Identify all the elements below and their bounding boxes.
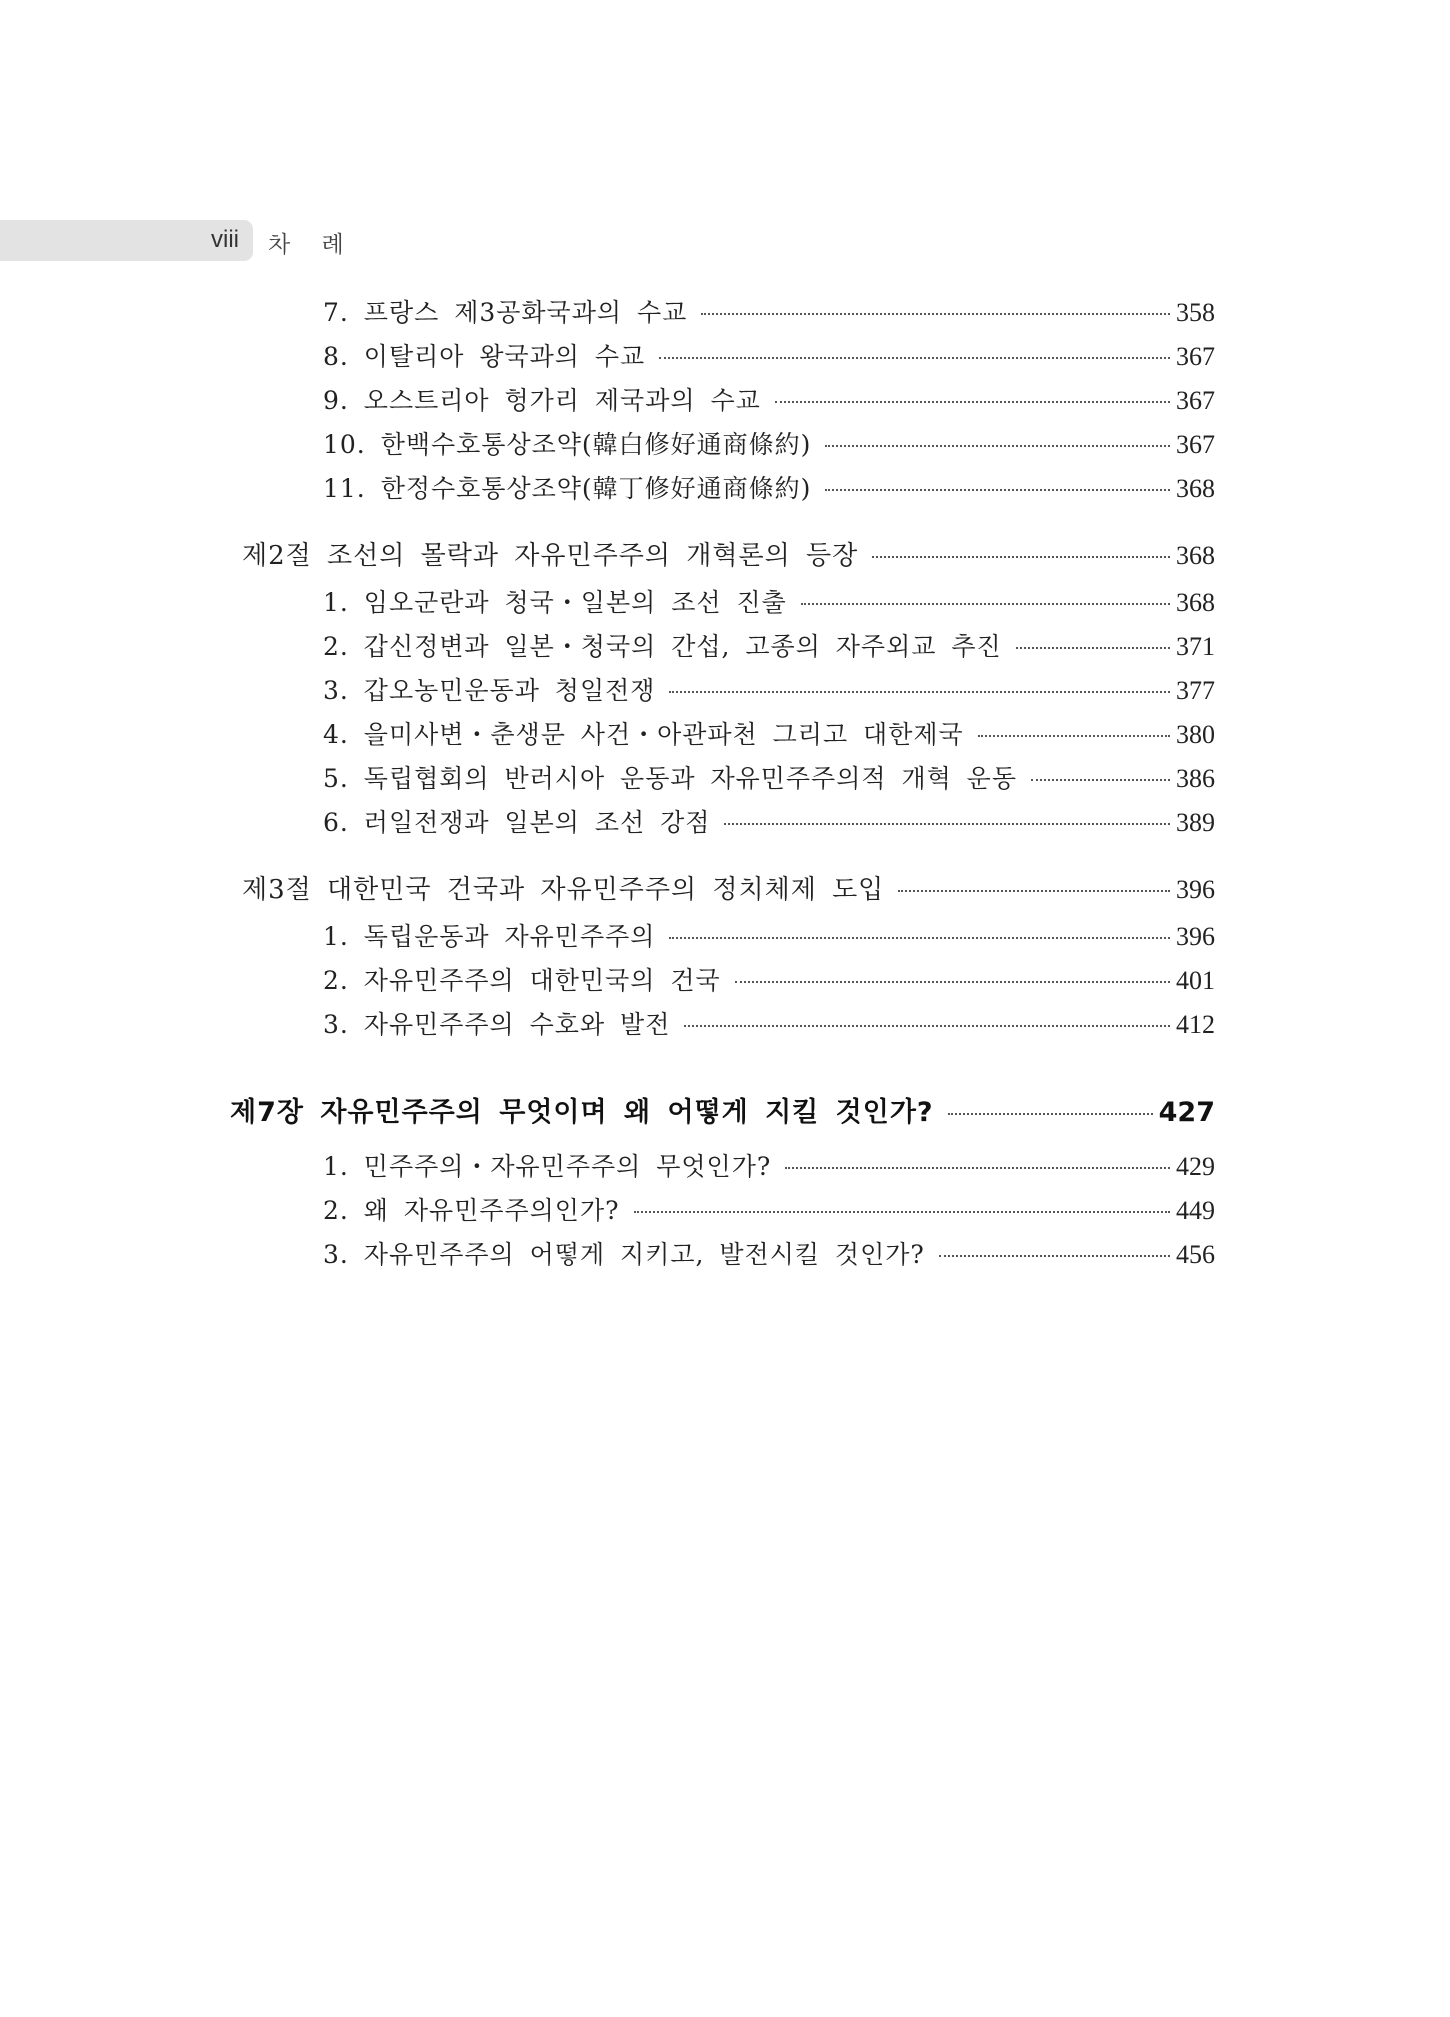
toc-entry-page: 367 xyxy=(1176,342,1215,371)
dot-leader xyxy=(801,603,1170,605)
toc-entry-title: 7. 프랑스 제3공화국과의 수교 xyxy=(323,298,688,327)
toc-entry-page: 377 xyxy=(1176,676,1215,705)
toc-section xyxy=(242,535,1215,572)
toc-item xyxy=(323,469,1215,505)
dot-leader xyxy=(735,981,1170,983)
toc-item xyxy=(323,917,1215,953)
toc-item xyxy=(323,425,1215,461)
toc-entry-title: 1. 임오군란과 청국・일본의 조선 진출 xyxy=(323,588,787,617)
toc-item xyxy=(323,1191,1215,1227)
toc-entry-title: 제7장 자유민주주의 무엇이며 왜 어떻게 지킬 것인가? xyxy=(230,1097,934,1128)
running-title: 차 례 xyxy=(268,232,356,258)
dot-leader xyxy=(948,1113,1153,1115)
toc-item xyxy=(323,337,1215,373)
toc-entry-title: 1. 민주주의・자유민주주의 무엇인가? xyxy=(323,1152,772,1181)
toc-item xyxy=(323,293,1215,329)
dot-leader xyxy=(898,890,1170,892)
toc-item xyxy=(323,961,1215,997)
toc-entry-page: 396 xyxy=(1176,922,1215,951)
toc-item xyxy=(323,715,1215,751)
toc-section xyxy=(242,869,1215,906)
toc-entry-page: 371 xyxy=(1176,632,1215,661)
toc-item xyxy=(323,1147,1215,1183)
toc-entry-page: 456 xyxy=(1176,1240,1215,1269)
toc-item xyxy=(323,759,1215,795)
toc-entry-page: 368 xyxy=(1176,474,1215,503)
dot-leader xyxy=(978,735,1170,737)
toc-entry-page: 380 xyxy=(1176,720,1215,749)
dot-leader xyxy=(701,313,1170,315)
toc-item xyxy=(323,671,1215,707)
toc-entry-title: 1. 독립운동과 자유민주주의 xyxy=(323,922,656,951)
toc-entry-page: 367 xyxy=(1176,386,1215,415)
toc-chapter xyxy=(230,1090,1215,1129)
dot-leader xyxy=(669,937,1170,939)
toc-entry-page: 368 xyxy=(1176,588,1215,617)
toc-entry-page: 389 xyxy=(1176,808,1215,837)
dot-leader xyxy=(872,556,1170,558)
toc-entry-page: 367 xyxy=(1176,430,1215,459)
toc-entry-title: 3. 자유민주주의 어떻게 지키고, 발전시킬 것인가? xyxy=(323,1240,925,1269)
toc-entry-title: 2. 갑신정변과 일본・청국의 간섭, 고종의 자주외교 추진 xyxy=(323,632,1002,661)
dot-leader xyxy=(684,1025,1170,1027)
dot-leader xyxy=(825,445,1170,447)
toc-item xyxy=(323,627,1215,663)
toc-entry-page: 386 xyxy=(1176,764,1215,793)
toc-item xyxy=(323,1235,1215,1271)
dot-leader xyxy=(659,357,1170,359)
toc-entry-title: 9. 오스트리아 헝가리 제국과의 수교 xyxy=(323,386,761,415)
dot-leader xyxy=(724,823,1170,825)
dot-leader xyxy=(1031,779,1170,781)
toc-entry-title: 3. 갑오농민운동과 청일전쟁 xyxy=(323,676,656,705)
dot-leader xyxy=(825,489,1170,491)
page-number: viii xyxy=(211,226,239,253)
toc-entry-page: 412 xyxy=(1176,1010,1215,1039)
toc-entry-title: 2. 자유민주주의 대한민국의 건국 xyxy=(323,966,721,995)
dot-leader xyxy=(669,691,1170,693)
toc-entry-title: 5. 독립협회의 반러시아 운동과 자유민주주의적 개혁 운동 xyxy=(323,764,1017,793)
toc-entry-title: 8. 이탈리아 왕국과의 수교 xyxy=(323,342,646,371)
toc-entry-title: 제3절 대한민국 건국과 자유민주주의 정치체제 도입 xyxy=(242,875,885,905)
toc-entry-title: 제2절 조선의 몰락과 자유민주주의 개혁론의 등장 xyxy=(242,541,859,571)
toc-entry-page: 396 xyxy=(1176,875,1215,904)
toc-entry-title: 11. 한정수호통상조약(韓丁修好通商條約) xyxy=(323,474,812,503)
toc-item xyxy=(323,381,1215,417)
toc-entry-title: 2. 왜 자유민주주의인가? xyxy=(323,1196,620,1225)
dot-leader xyxy=(634,1211,1170,1213)
toc-entry-page: 429 xyxy=(1176,1152,1215,1181)
toc-item xyxy=(323,583,1215,619)
toc-entry-page: 401 xyxy=(1176,966,1215,995)
toc-entry-title: 4. 을미사변・춘생문 사건・아관파천 그리고 대한제국 xyxy=(323,720,964,749)
toc-item xyxy=(323,803,1215,839)
dot-leader xyxy=(785,1167,1170,1169)
toc-entry-page: 368 xyxy=(1176,541,1215,570)
toc-entry-page: 427 xyxy=(1158,1097,1215,1128)
dot-leader xyxy=(939,1255,1170,1257)
toc-entry-title: 10. 한백수호통상조약(韓白修好通商條約) xyxy=(323,430,812,459)
dot-leader xyxy=(775,401,1170,403)
dot-leader xyxy=(1016,647,1170,649)
toc-entry-title: 6. 러일전쟁과 일본의 조선 강점 xyxy=(323,808,711,837)
toc-entry-page: 449 xyxy=(1176,1196,1215,1225)
toc-entry-page: 358 xyxy=(1176,298,1215,327)
toc-item xyxy=(323,1005,1215,1041)
toc-entry-title: 3. 자유민주주의 수호와 발전 xyxy=(323,1010,671,1039)
